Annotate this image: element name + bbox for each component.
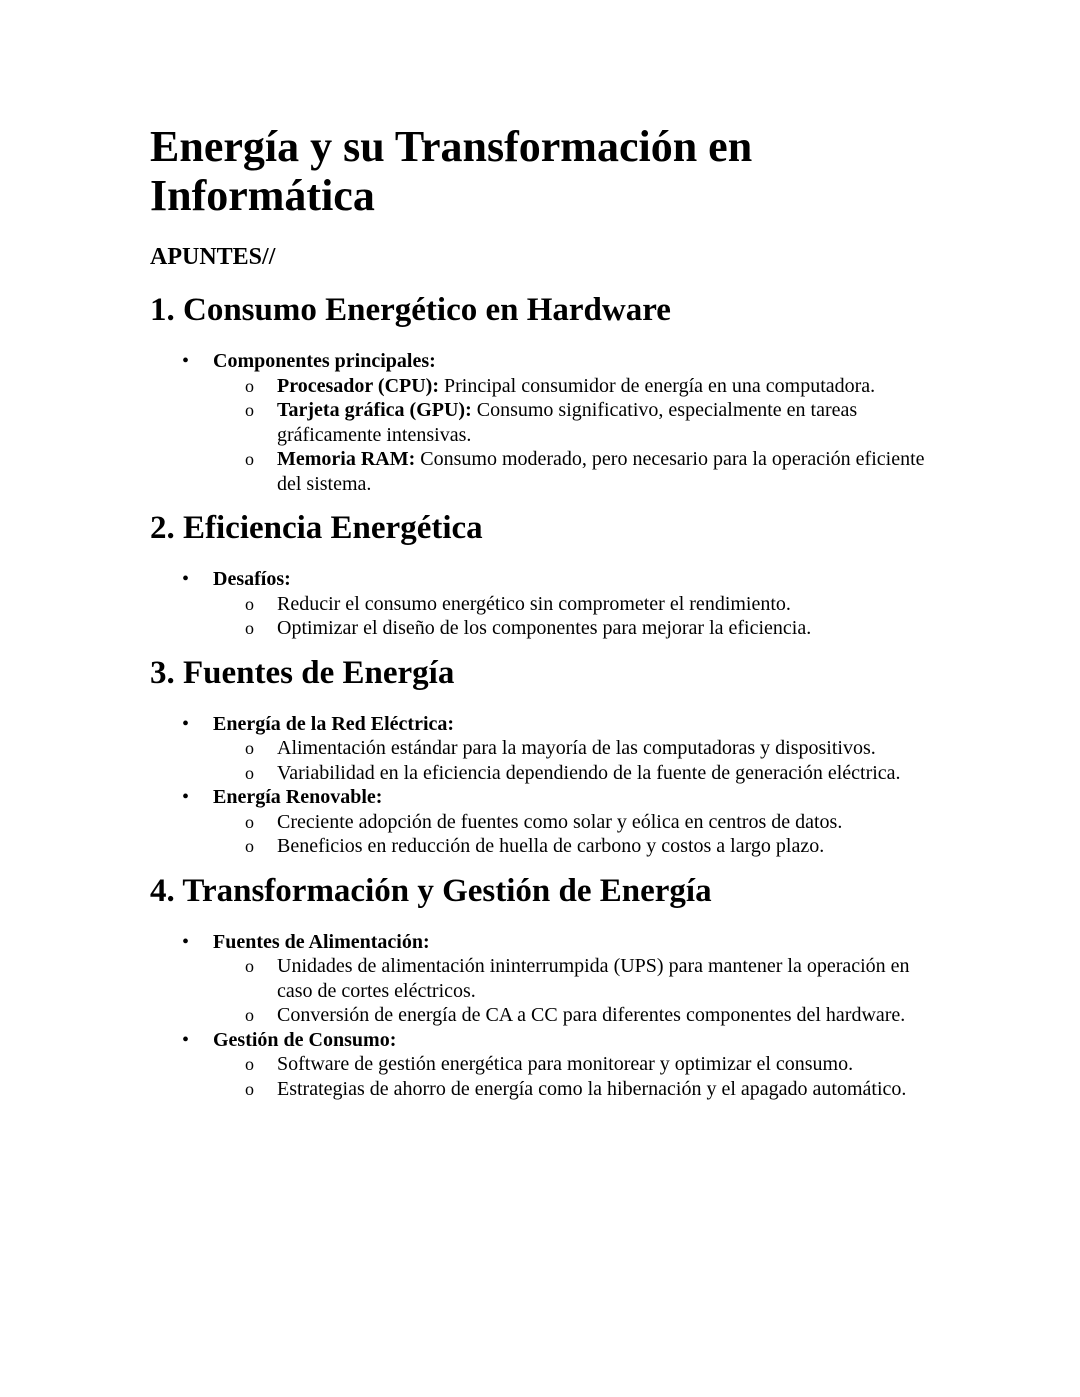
section-heading: 2. Eficiencia Energética [150, 510, 483, 546]
list-item [213, 1052, 950, 1077]
item-text: Conversión de energía de CA a CC para diferentes componentes del hardware. [277, 1004, 906, 1026]
item-text: Estrategias de ahorro de energía como la hibernación y el apagado automático. [277, 1077, 907, 1100]
bullet-icon: • [182, 350, 190, 372]
group-label: Fuentes de Alimentación: [213, 930, 430, 953]
section-heading: 1. Consumo Energético en Hardware [150, 292, 671, 328]
item-text: Reducir el consumo energético sin comprometer el rendimiento. [277, 592, 791, 615]
list-group [150, 349, 950, 496]
list-item [213, 616, 950, 641]
list-item [213, 398, 950, 447]
list-group [150, 785, 950, 859]
group-label: Componentes principales: [213, 350, 436, 372]
sub-list [213, 954, 950, 1028]
circle-bullet-icon: o [245, 811, 254, 832]
group-label: Energía Renovable: [213, 786, 383, 808]
list-item [213, 592, 950, 617]
item-label: Tarjeta gráfica (GPU): [277, 399, 472, 421]
circle-bullet-icon: o [245, 762, 254, 783]
document-title-line-2: Informática [150, 171, 375, 220]
bullet-icon: • [182, 1028, 190, 1051]
circle-bullet-icon: o [245, 738, 254, 758]
list-item [213, 761, 950, 786]
bullet-icon: • [182, 930, 190, 953]
circle-bullet-icon: o [245, 1005, 254, 1025]
list-item [213, 447, 950, 496]
list-group [150, 567, 950, 641]
list-group [150, 930, 950, 1028]
item-text: Variabilidad en la eficiencia dependiendo de la fuente de generación eléctrica. [277, 761, 901, 784]
item-text: Unidades de alimentación ininterrumpida (UPS) para mantener la operación en caso de cortes eléctricos. [277, 955, 910, 1002]
item-text: Software de gestión energética para monitorear y optimizar el consumo. [277, 1053, 854, 1075]
circle-bullet-icon: o [245, 400, 254, 420]
item-text: Creciente adopción de fuentes como solar y eólica en centros de datos. [277, 810, 843, 833]
circle-bullet-icon: o [245, 618, 254, 638]
list-item [213, 1003, 950, 1028]
circle-bullet-icon: o [245, 836, 254, 856]
circle-bullet-icon: o [245, 1078, 254, 1099]
list-item [213, 374, 950, 399]
circle-bullet-icon: o [245, 449, 254, 469]
circle-bullet-icon: o [245, 956, 254, 976]
list-item [213, 736, 950, 761]
list-item [213, 954, 950, 1003]
group-label: Desafíos: [213, 568, 291, 590]
list-item [213, 810, 950, 835]
section-list [150, 349, 950, 496]
circle-bullet-icon: o [245, 375, 254, 396]
item-label: Memoria RAM: [277, 448, 416, 470]
list-item [213, 1077, 950, 1102]
item-text: Alimentación estándar para la mayoría de las computadoras y dispositivos. [277, 737, 876, 759]
section-list [150, 712, 950, 859]
circle-bullet-icon: o [245, 593, 254, 614]
bullet-icon: • [182, 712, 190, 735]
list-group [150, 1028, 950, 1102]
item-text: Beneficios en reducción de huella de carbono y costos a largo plazo. [277, 835, 825, 857]
item-text: Optimizar el diseño de los componentes para mejorar la eficiencia. [277, 617, 812, 639]
list-item [213, 834, 950, 859]
item-text: Principal consumidor de energía en una computadora. [439, 374, 876, 397]
item-text: Consumo significativo, especialmente en tareas gráficamente intensivas. [277, 399, 858, 446]
document-subtitle: APUNTES// [150, 244, 276, 270]
item-label: Procesador (CPU): [277, 374, 439, 397]
sub-list [213, 810, 950, 859]
group-label: Gestión de Consumo: [213, 1028, 397, 1051]
bullet-icon: • [182, 786, 190, 808]
item-text: Consumo moderado, pero necesario para la operación eficiente del sistema. [277, 448, 925, 495]
section-heading: 3. Fuentes de Energía [150, 654, 455, 691]
bullet-icon: • [182, 568, 190, 590]
sub-list [213, 1052, 950, 1101]
section-list [150, 930, 950, 1102]
section-list [150, 567, 950, 641]
sub-list [213, 592, 950, 641]
document-title [150, 122, 950, 220]
list-group [150, 712, 950, 786]
sub-list [213, 736, 950, 785]
section-heading: 4. Transformación y Gestión de Energía [150, 872, 712, 909]
sub-list [213, 374, 950, 497]
circle-bullet-icon: o [245, 1054, 254, 1074]
document-page [150, 122, 950, 1101]
group-label: Energía de la Red Eléctrica: [213, 712, 455, 735]
document-title-line-1: Energía y su Transformación en [150, 122, 753, 171]
